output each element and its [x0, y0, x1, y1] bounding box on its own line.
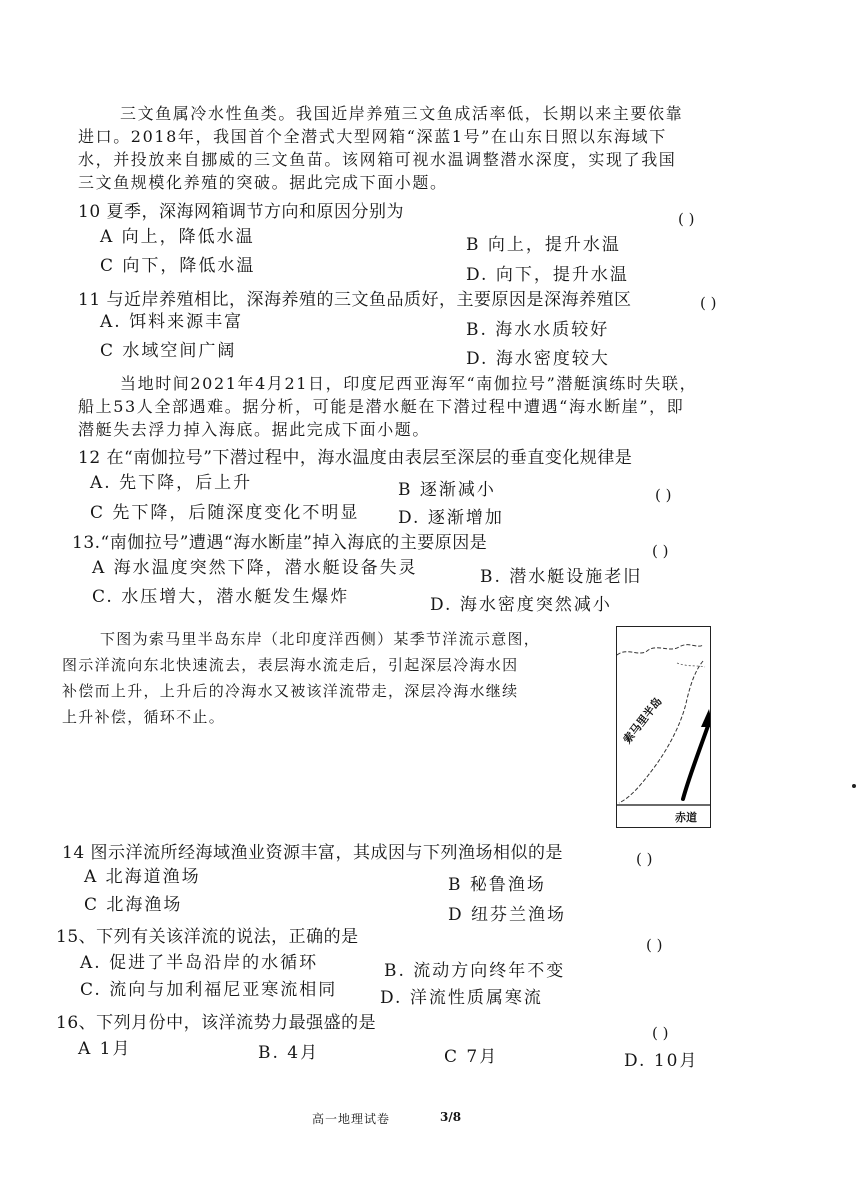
- q14-option-c: C 北海渔场: [84, 895, 183, 915]
- q15-stem: 15、下列有关该洋流的说法，正确的是: [56, 927, 359, 947]
- q13-option-a: A 海水温度突然下降，潜水艇设备失灵: [92, 558, 418, 578]
- passage3-line3: 补偿而上升，上升后的冷海水又被该洋流带走，深层冷海水继续: [62, 682, 519, 700]
- q12-stem: 12 在“南伽拉号”下潜过程中，海水温度由表层至深层的垂直变化规律是: [78, 448, 633, 468]
- q13-answer-paren: ( ): [652, 542, 669, 560]
- passage1-line2: 进口。2018年，我国首个全潜式大型网箱“深蓝1号”在山东日照以东海域下: [78, 127, 667, 146]
- current-arrow-head: [701, 709, 710, 727]
- passage2-line1: 当地时间2021年4月21日，印度尼西亚海军“南伽拉号”潜艇演练时失联，: [120, 374, 698, 393]
- q11-option-a: A. 饵料来源丰富: [100, 312, 244, 332]
- passage1-line3: 水，并投放来自挪威的三文鱼苗。该网箱可视水温调整潜水深度，实现了我国: [78, 150, 677, 169]
- q10-option-d: D. 向下，提升水温: [466, 265, 629, 285]
- q15-option-a: A. 促进了半岛沿岸的水循环: [80, 953, 319, 973]
- passage3-line2: 图示洋流向东北快速流去，表层海水流走后，引起深层冷海水因: [62, 656, 519, 674]
- passage1-line1: 三文鱼属冷水性鱼类。我国近岸养殖三文鱼成活率低，长期以来主要依靠: [120, 104, 684, 123]
- passage3-line4: 上升补偿，循环不止。: [62, 708, 226, 726]
- q13-option-b: B. 潜水艇设施老旧: [480, 567, 643, 587]
- q16-option-d: D. 10月: [624, 1051, 699, 1071]
- equator-label: 赤道: [675, 811, 697, 824]
- passage1-line4: 三文鱼规模化养殖的突破。据此完成下面小题。: [78, 173, 448, 192]
- coastline-north: [617, 645, 703, 655]
- q14-option-b: B 秘鲁渔场: [448, 875, 546, 895]
- q13-option-c: C. 水压增大，潜水艇发生爆炸: [92, 587, 350, 607]
- q13-option-d: D. 海水密度突然减小: [430, 595, 612, 615]
- q14-answer-paren: ( ): [636, 850, 653, 868]
- q15-answer-paren: ( ): [646, 936, 663, 954]
- q14-stem: 14 图示洋流所经海域渔业资源丰富，其成因与下列渔场相似的是: [62, 843, 564, 863]
- q12-answer-paren: ( ): [655, 486, 672, 504]
- q11-stem: 11 与近岸养殖相比，深海养殖的三文鱼品质好，主要原因是深海养殖区: [78, 290, 632, 310]
- q10-option-b: B 向上，提升水温: [466, 235, 621, 255]
- q16-option-c: C 7月: [444, 1047, 499, 1067]
- passage3-line1: 下图为索马里半岛东岸（北印度洋西侧）某季节洋流示意图，: [100, 630, 541, 648]
- q10-stem: 10 夏季，深海网箱调节方向和原因分别为: [78, 202, 405, 222]
- footer-title: 高一地理试卷: [312, 1112, 391, 1126]
- q16-answer-paren: ( ): [652, 1024, 669, 1042]
- q13-stem: 13.“南伽拉号”遭遇“海水断崖”掉入海底的主要原因是: [72, 533, 488, 553]
- passage2-line3: 潜艇失去浮力掉入海底。据此完成下面小题。: [78, 420, 431, 439]
- q10-option-c: C 向下，降低水温: [100, 256, 256, 276]
- q14-option-d: D 纽芬兰渔场: [448, 905, 567, 925]
- stray-mark: [852, 784, 856, 788]
- q11-option-c: C 水域空间广阔: [100, 341, 237, 361]
- q12-option-b: B 逐渐减小: [398, 480, 496, 500]
- passage2-line2: 船上53人全部遇难。据分析，可能是潜水艇在下潜过程中遭遇“海水断崖”，即: [78, 397, 685, 416]
- q11-option-b: B. 海水水质较好: [466, 320, 610, 340]
- q12-option-a: A. 先下降，后上升: [90, 473, 253, 493]
- page-number: 3/8: [440, 1110, 462, 1124]
- q15-option-b: B. 流动方向终年不变: [384, 961, 566, 981]
- q15-option-c: C. 流向与加利福尼亚寒流相同: [80, 980, 338, 1000]
- current-arrow-shaft: [683, 723, 709, 799]
- q15-option-d: D. 洋流性质属寒流: [380, 988, 543, 1008]
- peninsula-label: 索马里半岛: [620, 694, 665, 747]
- q16-stem: 16、下列月份中，该洋流势力最强盛的是: [56, 1013, 377, 1033]
- q10-option-a: A 向上，降低水温: [100, 227, 255, 247]
- q12-option-c: C 先下降，后随深度变化不明显: [90, 503, 360, 523]
- q14-option-a: A 北海道渔场: [84, 867, 201, 887]
- q11-answer-paren: ( ): [700, 294, 717, 312]
- q16-option-b: B. 4月: [258, 1043, 320, 1063]
- q12-option-d: D. 逐渐增加: [398, 508, 504, 528]
- q11-option-d: D. 海水密度较大: [466, 349, 610, 369]
- somali-current-map: [616, 626, 711, 828]
- q10-answer-paren: ( ): [678, 210, 695, 228]
- q16-option-a: A 1月: [78, 1039, 132, 1059]
